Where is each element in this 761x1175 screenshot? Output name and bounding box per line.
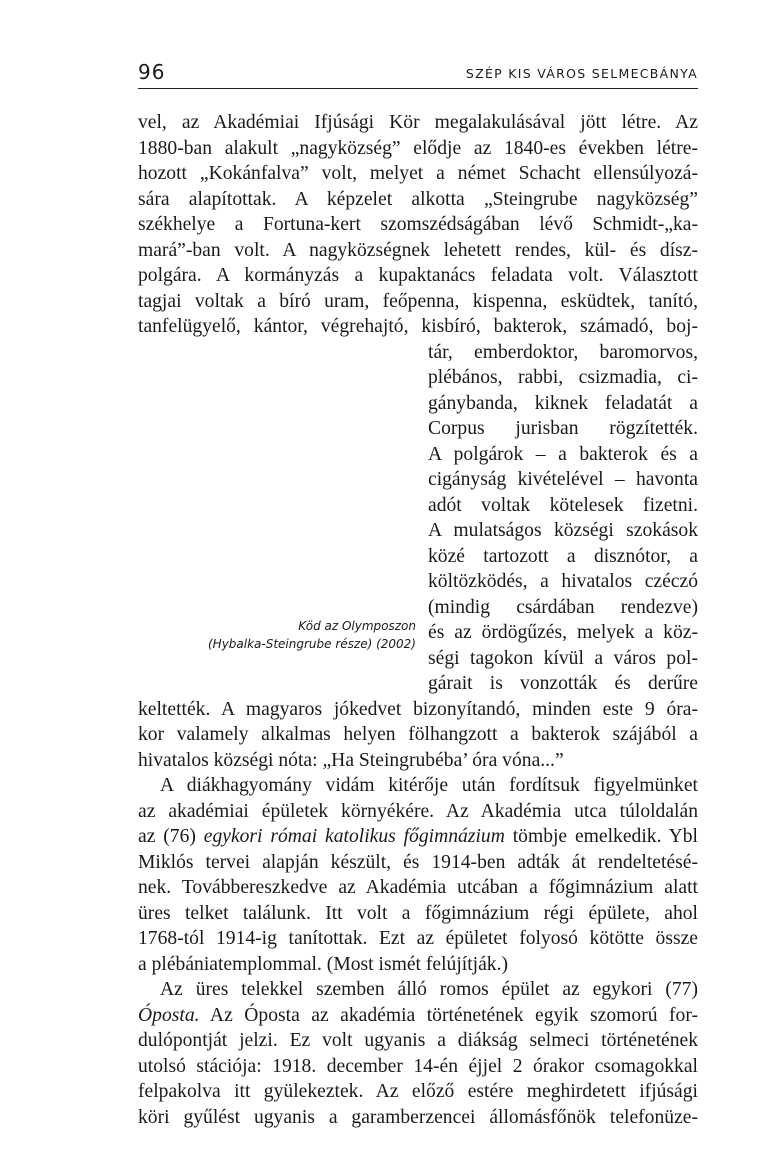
text-line: hivatalos községi nóta: „Ha Steingrubéba’ óra vóna...”: [138, 749, 564, 771]
text-line: felpakolva itt gyülekeztek. Az előző estére meghirdetett ifjúsági: [138, 1081, 698, 1102]
text-line: gánybanda, kiknek feladatát a: [428, 392, 698, 414]
text-line: 1880-ban alakult „nagyközség” elődje az 1840-es években létre-: [138, 137, 698, 159]
text-line: Az üres telekkel szemben álló romos épület az egykori (77): [160, 979, 698, 1000]
text-line: plébános, rabbi, csizmadia, ci-: [428, 367, 698, 388]
text-run: az (76): [138, 826, 204, 847]
caption-title: Köd az Olymposzon: [298, 619, 416, 633]
text-line: utolsó stációja: 1918. december 14-én éjjel 2 órakor csomagokkal: [138, 1055, 698, 1077]
text-line: gárait is vonzották és derűre: [428, 673, 698, 694]
building-name: egykori római katolikus főgimnázium: [203, 826, 505, 847]
running-title: SZÉP KIS VÁROS SELMECBÁNYA: [465, 66, 698, 81]
text-line: tanfelügyelő, kántor, végrehajtó, kisbíró, bakterok, számadó, boj-: [138, 316, 698, 337]
text-line: [138, 1003, 698, 1029]
text-line: vel, az Akadémiai Ifjúsági Kör megalakulásával jött létre. Az: [138, 112, 698, 133]
text-line: mará”-ban volt. A nagyközségnek lehetett rendes, kül- és dísz-: [138, 239, 698, 261]
text-line: A polgárok – a bakterok és a: [428, 443, 698, 465]
text-line: üres telket találunk. Itt volt a főgimnázium régi épülete, ahol: [138, 902, 698, 924]
text-line: közé tartozott a disznótor, a: [428, 545, 698, 567]
text-line: 1768-tól 1914-ig tanítottak. Ezt az épületet folyosó kötötte össze: [138, 928, 698, 949]
text-run: Az Óposta az akadémia történetének egyik szomorú for-: [199, 1004, 698, 1026]
text-line: tagjai voltak a bíró uram, feőpenna, kispenna, esküdtek, tanító,: [138, 290, 698, 312]
text-line: tár, emberdoktor, baromorvos,: [428, 341, 698, 363]
text-line: Miklós tervei alapján készült, és 1914-ben adták át rendeltetésé-: [138, 851, 698, 873]
text-line: Corpus jurisban rögzítették.: [428, 418, 698, 439]
text-line: a plébániatemplommal. (Most ismét felújítják.): [138, 953, 509, 975]
text-line: ségi tagokon kívül a város pol-: [428, 647, 698, 669]
figure-caption: [138, 617, 416, 653]
text-line: székhelye a Fortuna-kert szomszédságában lévő Schmidt-„ka-: [138, 214, 698, 235]
text-line: és az ördögűzés, melyek a köz-: [428, 622, 698, 643]
text-line: A diákhagyomány vidám kitérője után fordítsuk figyelmünket: [160, 775, 698, 796]
text-line: az akadémiai épületek környékére. Az Akadémia utca túloldalán: [138, 800, 698, 822]
text-line: keltették. A magyaros jókedvet bizonyítandó, minden este 9 óra-: [138, 698, 698, 720]
text-line: kor valamely alkalmas helyen fölhangzott a bakterok szájából a: [138, 724, 698, 745]
text-line: nek. Továbbereszkedve az Akadémia utcában a főgimnázium alatt: [138, 877, 698, 898]
text-line: köri gyűlést ugyanis a garamberzencei állomásfőnök telefonüze-: [138, 1106, 698, 1128]
text-line: sára alapítottak. A képzelet alkotta „Steingrube nagyközség”: [138, 188, 698, 210]
text-line: költözködés, a hivatalos czéczó: [428, 571, 698, 592]
text-line: [138, 824, 698, 850]
text-run: tömbje emelkedik. Ybl: [504, 826, 698, 847]
page-number: 96: [138, 60, 166, 84]
text-line: polgára. A kormányzás a kupaktanács feladata volt. Választott: [138, 265, 698, 286]
text-line: adót voltak kötelesek fizetni.: [428, 494, 698, 516]
text-line: hozott „Kokánfalva” volt, melyet a német Schacht ellensúlyozá-: [138, 163, 698, 184]
body-text: [138, 110, 698, 1130]
text-line: A mulatságos községi szokások: [428, 520, 698, 541]
page-header: [138, 58, 698, 89]
text-line: cigányság kivételével – havonta: [428, 469, 698, 490]
caption-source: (Hybalka-Steingrube része) (2002): [207, 637, 416, 651]
text-line: dulópontját jelzi. Ez volt ugyanis a diákság selmeci történetének: [138, 1030, 698, 1051]
building-name: Óposta.: [138, 1004, 200, 1026]
text-line: (mindig csárdában rendezve): [428, 596, 698, 618]
